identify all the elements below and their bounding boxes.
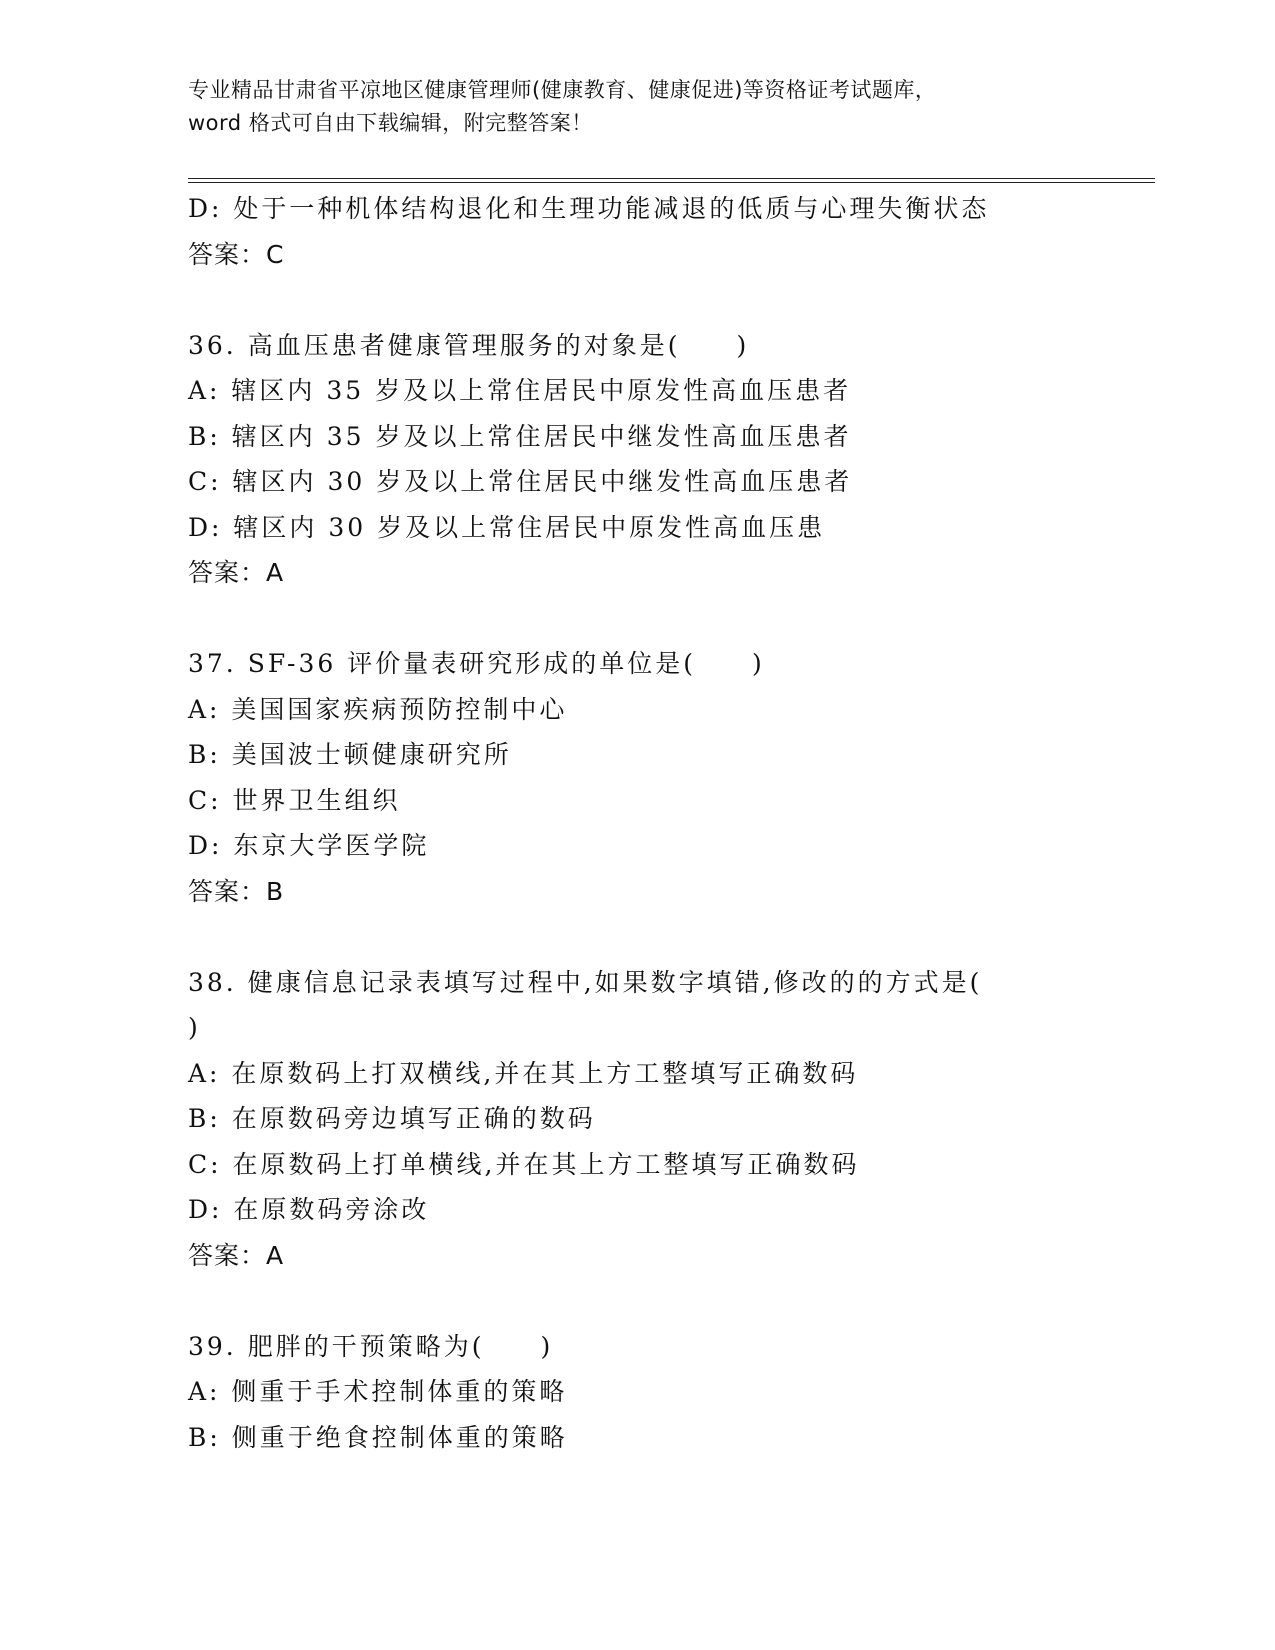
question-stem: 37. SF-36 评价量表研究形成的单位是( )	[188, 649, 765, 678]
option-b: B: 在原数码旁边填写正确的数码	[188, 1104, 596, 1133]
option-d: D: 东京大学医学院	[188, 831, 430, 860]
option-a: A: 辖区内 35 岁及以上常住居民中原发性高血压患者	[188, 376, 852, 405]
option-d: D: 辖区内 30 岁及以上常住居民中原发性高血压患	[188, 512, 826, 542]
spacer	[188, 1278, 1088, 1324]
header-divider	[188, 178, 1155, 183]
question-list	[188, 186, 1088, 1460]
answer: 答案：A	[188, 1240, 285, 1270]
option-c: C: 世界卫生组织	[188, 785, 401, 815]
option-b: B: 辖区内 35 岁及以上常住居民中继发性高血压患者	[188, 421, 852, 451]
option-b: B: 侧重于绝食控制体重的策略	[188, 1422, 568, 1452]
option-a: A: 在原数码上打双横线,并在其上方工整填写正确数码	[188, 1058, 859, 1088]
question-stem: 36. 高血压患者健康管理服务的对象是( )	[188, 330, 750, 360]
option-c: C: 辖区内 30 岁及以上常住居民中继发性高血压患者	[188, 467, 853, 496]
question-35-tail	[188, 186, 1088, 277]
question-38	[188, 960, 1088, 1279]
header-line-1: 专业精品甘肃省平凉地区健康管理师(健康教育、健康促进)等资格证考试题库，	[188, 78, 937, 102]
question-stem: 39. 肥胖的干预策略为( )	[188, 1331, 554, 1361]
spacer	[188, 596, 1088, 642]
answer: 答案：B	[188, 876, 285, 906]
option-d: D: 处于一种机体结构退化和生理功能减退的低质与心理失衡状态	[188, 194, 990, 223]
option-b: B: 美国波士顿健康研究所	[188, 740, 512, 769]
option-a: A: 美国国家疾病预防控制中心	[188, 694, 568, 724]
question-39	[188, 1324, 1088, 1461]
option-d: D: 在原数码旁涂改	[188, 1195, 430, 1224]
question-37	[188, 641, 1088, 914]
question-stem-continued: )	[188, 1013, 201, 1042]
page-header	[188, 74, 1088, 140]
answer: 答案：A	[188, 558, 285, 587]
spacer	[188, 277, 1088, 323]
question-stem: 38. 健康信息记录表填写过程中,如果数字填错,修改的的方式是(	[188, 967, 983, 997]
option-a: A: 侧重于手术控制体重的策略	[188, 1377, 568, 1406]
option-c: C: 在原数码上打单横线,并在其上方工整填写正确数码	[188, 1149, 860, 1179]
question-36	[188, 323, 1088, 596]
spacer	[188, 914, 1088, 960]
answer: 答案：C	[188, 239, 285, 269]
header-line-2: word 格式可自由下载编辑，附完整答案！	[188, 111, 593, 135]
